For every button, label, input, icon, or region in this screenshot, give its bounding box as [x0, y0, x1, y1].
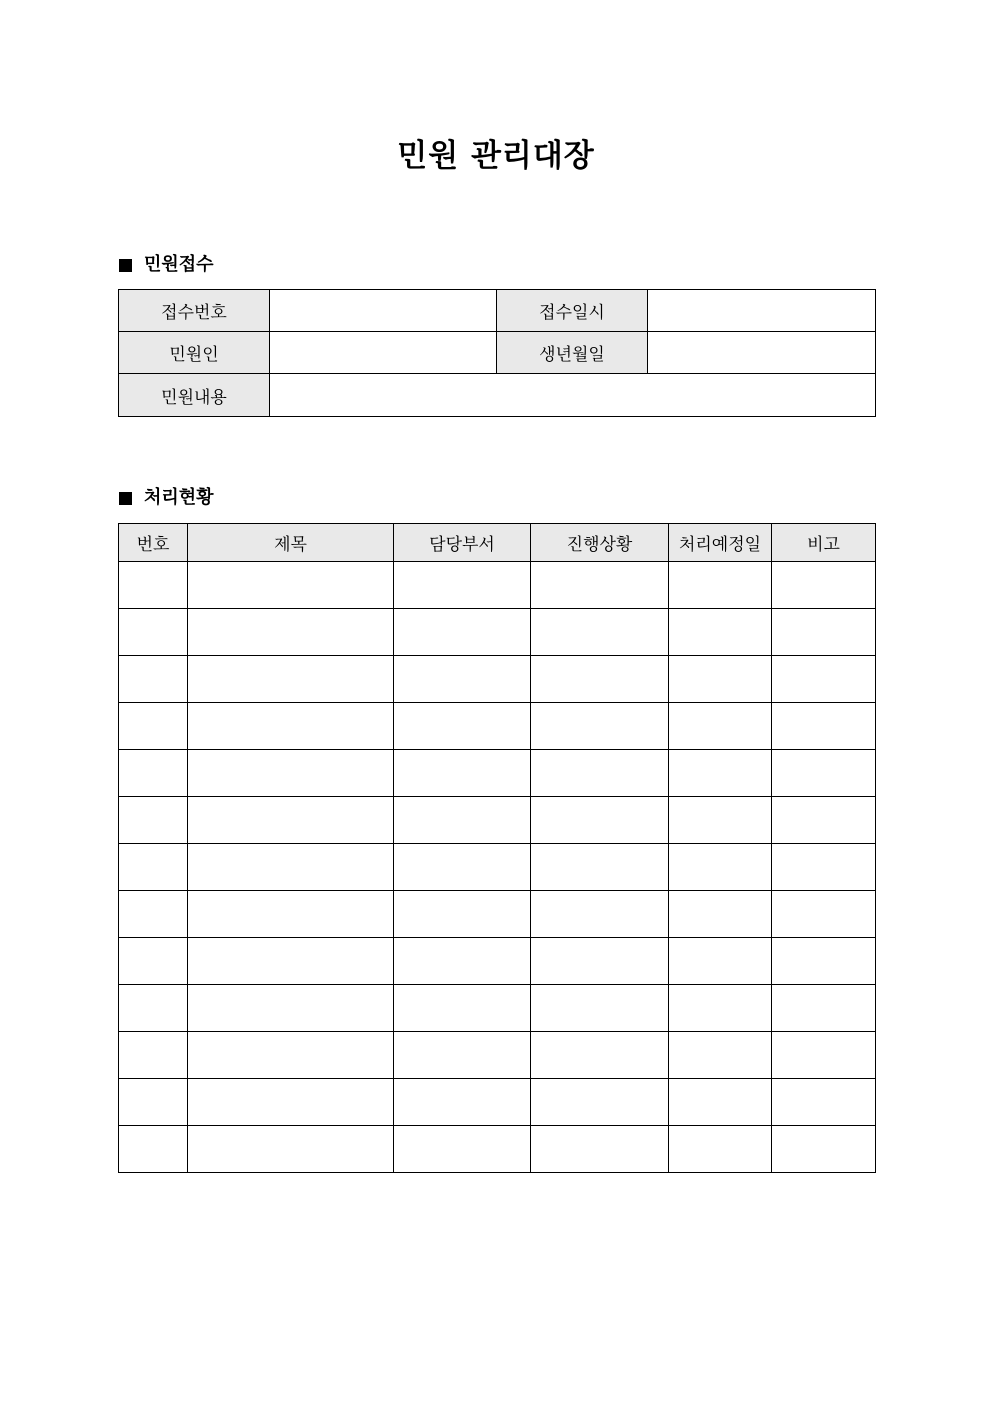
cell-title[interactable]	[188, 1126, 394, 1173]
cell-department[interactable]	[394, 609, 531, 656]
cell-title[interactable]	[188, 985, 394, 1032]
table-row	[119, 891, 876, 938]
complainant-field[interactable]	[270, 332, 497, 374]
table-row	[119, 1032, 876, 1079]
section-heading-label: 민원접수	[144, 254, 214, 275]
cell-remarks[interactable]	[772, 750, 876, 797]
cell-remarks[interactable]	[772, 844, 876, 891]
cell-title[interactable]	[188, 891, 394, 938]
table-row	[119, 656, 876, 703]
cell-remarks[interactable]	[772, 703, 876, 750]
cell-department[interactable]	[394, 844, 531, 891]
status-table-body	[119, 562, 876, 1173]
receipt-number-field[interactable]	[270, 290, 497, 332]
cell-due-date[interactable]	[669, 797, 772, 844]
cell-due-date[interactable]	[669, 1079, 772, 1126]
cell-remarks[interactable]	[772, 1079, 876, 1126]
cell-progress[interactable]	[531, 703, 669, 750]
cell-title[interactable]	[188, 844, 394, 891]
cell-due-date[interactable]	[669, 609, 772, 656]
cell-due-date[interactable]	[669, 891, 772, 938]
label-complainant: 민원인	[119, 332, 270, 374]
cell-title[interactable]	[188, 656, 394, 703]
cell-department[interactable]	[394, 1079, 531, 1126]
cell-due-date[interactable]	[669, 656, 772, 703]
table-row	[119, 609, 876, 656]
cell-progress[interactable]	[531, 891, 669, 938]
cell-remarks[interactable]	[772, 797, 876, 844]
section-heading-reception	[119, 253, 214, 277]
status-table	[118, 523, 876, 1173]
cell-department[interactable]	[394, 750, 531, 797]
cell-remarks[interactable]	[772, 656, 876, 703]
cell-title[interactable]	[188, 797, 394, 844]
cell-department[interactable]	[394, 703, 531, 750]
cell-number[interactable]	[119, 1126, 188, 1173]
cell-department[interactable]	[394, 1126, 531, 1173]
cell-title[interactable]	[188, 750, 394, 797]
birth-date-field[interactable]	[648, 332, 876, 374]
cell-number[interactable]	[119, 844, 188, 891]
cell-progress[interactable]	[531, 1032, 669, 1079]
cell-due-date[interactable]	[669, 844, 772, 891]
cell-number[interactable]	[119, 938, 188, 985]
cell-title[interactable]	[188, 609, 394, 656]
cell-remarks[interactable]	[772, 609, 876, 656]
table-row	[119, 985, 876, 1032]
cell-title[interactable]	[188, 703, 394, 750]
section-heading-label: 처리현황	[144, 487, 214, 508]
cell-number[interactable]	[119, 703, 188, 750]
cell-number[interactable]	[119, 609, 188, 656]
cell-due-date[interactable]	[669, 1126, 772, 1173]
table-row	[119, 938, 876, 985]
table-row	[119, 703, 876, 750]
cell-progress[interactable]	[531, 609, 669, 656]
cell-number[interactable]	[119, 1079, 188, 1126]
cell-due-date[interactable]	[669, 985, 772, 1032]
cell-progress[interactable]	[531, 985, 669, 1032]
table-row	[119, 1126, 876, 1173]
cell-department[interactable]	[394, 938, 531, 985]
table-row	[119, 750, 876, 797]
cell-number[interactable]	[119, 891, 188, 938]
cell-number[interactable]	[119, 985, 188, 1032]
label-receipt-datetime: 접수일시	[497, 290, 648, 332]
table-row	[119, 1079, 876, 1126]
cell-progress[interactable]	[531, 1126, 669, 1173]
cell-number[interactable]	[119, 797, 188, 844]
column-header-department: 담당부서	[394, 524, 531, 562]
cell-title[interactable]	[188, 562, 394, 609]
cell-department[interactable]	[394, 656, 531, 703]
cell-due-date[interactable]	[669, 562, 772, 609]
cell-number[interactable]	[119, 750, 188, 797]
cell-progress[interactable]	[531, 656, 669, 703]
cell-title[interactable]	[188, 938, 394, 985]
section-heading-status	[119, 486, 214, 510]
cell-title[interactable]	[188, 1079, 394, 1126]
column-header-number: 번호	[119, 524, 188, 562]
cell-number[interactable]	[119, 562, 188, 609]
cell-due-date[interactable]	[669, 703, 772, 750]
cell-department[interactable]	[394, 562, 531, 609]
column-header-progress: 진행상황	[531, 524, 669, 562]
label-receipt-number: 접수번호	[119, 290, 270, 332]
cell-remarks[interactable]	[772, 938, 876, 985]
cell-department[interactable]	[394, 985, 531, 1032]
square-bullet-icon	[119, 259, 132, 272]
cell-department[interactable]	[394, 797, 531, 844]
cell-progress[interactable]	[531, 1079, 669, 1126]
table-row	[119, 797, 876, 844]
reception-table	[118, 289, 876, 417]
cell-progress[interactable]	[531, 562, 669, 609]
content-field[interactable]	[270, 374, 876, 417]
label-birth-date: 생년월일	[497, 332, 648, 374]
cell-department[interactable]	[394, 891, 531, 938]
square-bullet-icon	[119, 492, 132, 505]
label-content: 민원내용	[119, 374, 270, 417]
cell-title[interactable]	[188, 1032, 394, 1079]
cell-department[interactable]	[394, 1032, 531, 1079]
cell-progress[interactable]	[531, 844, 669, 891]
cell-due-date[interactable]	[669, 750, 772, 797]
cell-remarks[interactable]	[772, 891, 876, 938]
table-row	[119, 562, 876, 609]
column-header-remarks: 비고	[772, 524, 876, 562]
cell-progress[interactable]	[531, 750, 669, 797]
cell-number[interactable]	[119, 656, 188, 703]
cell-progress[interactable]	[531, 797, 669, 844]
cell-progress[interactable]	[531, 938, 669, 985]
cell-due-date[interactable]	[669, 1032, 772, 1079]
cell-remarks[interactable]	[772, 1032, 876, 1079]
receipt-datetime-field[interactable]	[648, 290, 876, 332]
page-title: 민원 관리대장	[397, 138, 595, 174]
table-header-row	[119, 524, 876, 562]
table-row	[119, 844, 876, 891]
cell-remarks[interactable]	[772, 985, 876, 1032]
cell-remarks[interactable]	[772, 562, 876, 609]
column-header-title: 제목	[188, 524, 394, 562]
cell-due-date[interactable]	[669, 938, 772, 985]
cell-remarks[interactable]	[772, 1126, 876, 1173]
cell-number[interactable]	[119, 1032, 188, 1079]
column-header-due-date: 처리예정일	[669, 524, 772, 562]
